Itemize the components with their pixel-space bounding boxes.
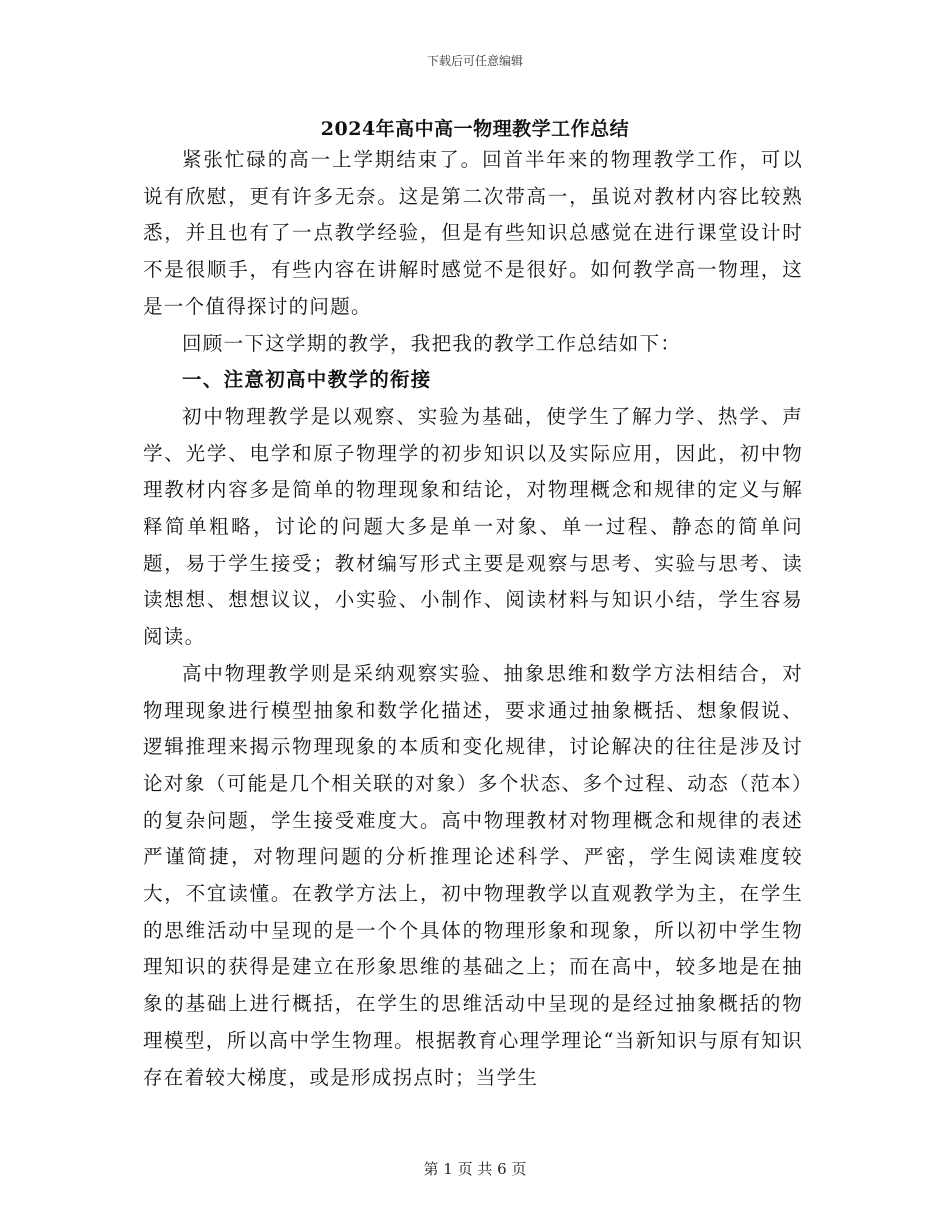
paragraph: 紧张忙碌的高一上学期结束了。回首半年来的物理教学工作，可以说有欣慰，更有许多无奈。这是第二次带高一，虽说对教材内容比较熟悉，并且也有了一点教学经验，但是有些知识总感觉在进行课堂设计时不是很顺手，有些内容在讲解时感觉不是很好。如何教学高一物理，这是一个值得探讨的问题。	[143, 148, 803, 318]
paragraph: 高中物理教学则是采纳观察实验、抽象思维和数学方法相结合，对物理现象进行模型抽象和数学化描述，要求通过抽象概括、想象假说、逻辑推理来揭示物理现象的本质和变化规律，讨论解决的往往是涉及讨论对象（可能是几个相关联的对象）多个状态、多个过程、动态（范本）的复杂问题，学生接受难度大。高中物理教材对物理概念和规律的表述严谨简捷，对物理问题的分析推理论述科学、严密，学生阅读难度较大，不宜读懂。在教学方法上，初中物理教学以直观教学为主，在学生的思维活动中呈现的是一个个具体的物理形象和现象，所以初中学生物理知识的获得是建立在形象思维的基础之上；而在高中，较多地是在抽象的基础上进行概括，在学生的思维活动中呈现的是经过抽象概括的物理模型，所以高中学生物理。根据教育心理学理论“当新知识与原有知识存在着较大梯度，或是形成拐点时；当学生	[143, 661, 803, 1089]
document-title: 2024年高中高一物理教学工作总结	[320, 118, 630, 140]
section-heading: 一、注意初高中教学的衔接	[182, 368, 432, 392]
header-note: 下载后可任意编辑	[426, 54, 523, 68]
paragraph: 回顾一下这学期的教学，我把我的教学工作总结如下：	[182, 331, 682, 355]
page-number: 第 1 页 共 6 页	[423, 1160, 527, 1178]
paragraph: 初中物理教学是以观察、实验为基础，使学生了解力学、热学、声学、光学、电学和原子物理学的初步知识以及实际应用，因此，初中物理教材内容多是简单的物理现象和结论，对物理概念和规律的定义与解释简单粗略，讨论的问题大多是单一对象、单一过程、静态的简单问题，易于学生接受；教材编写形式主要是观察与思考、实验与思考、读读想想、想想议议，小实验、小制作、阅读材料与知识小结，学生容易阅读。	[143, 404, 803, 649]
document-body	[143, 142, 803, 1096]
